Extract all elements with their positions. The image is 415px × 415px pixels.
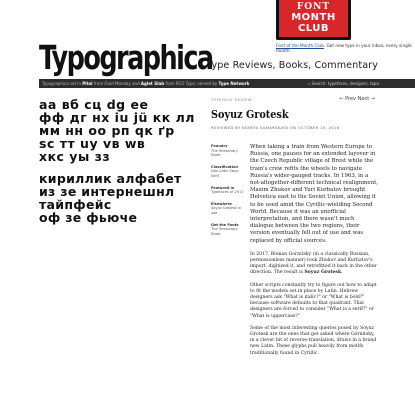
site-tagline: Type Reviews, Books, Commentary xyxy=(207,60,378,71)
meta-value[interactable]: Non-Latin Sans-Serif xyxy=(211,169,240,178)
article-title: Soyuz Grotesk xyxy=(211,108,289,121)
meta-heading: Classification xyxy=(211,164,239,169)
p2-suffix: . xyxy=(341,270,343,276)
meta-value[interactable]: Soyuz Grotesk in use xyxy=(211,206,242,215)
specimen-latin xyxy=(39,98,199,163)
colophon-server[interactable]: Type Network xyxy=(218,81,250,86)
promo-text: Font of the Month Club. Get new type in your inbox, every single month. xyxy=(276,43,412,53)
search-placeholder: Search: typefaces, designer, topic xyxy=(311,81,380,86)
typeface-name: Soyuz Grotesk xyxy=(304,270,342,276)
promo-block xyxy=(262,0,412,53)
specimen-cyrillic xyxy=(39,172,199,224)
specimen-line: sc тт uy vв wв xyxy=(39,136,146,151)
badge-line-1: FONT xyxy=(296,2,331,12)
meta-heading: Featured in xyxy=(211,185,235,190)
p2-prefix: In 2017, Roman Gornitsky (in a classically Russian, permissionless manner) took Zhukov and Kurbatov's import, digitized it, and retrofitted it back in the other direction. The result is xyxy=(250,251,377,276)
colophon-bar xyxy=(39,79,415,88)
body-paragraph: Some of the most interesting queries posed by Soyuz Grotesk are the ones that get asked where Gornitsky, in a clever bit of reverse-translation, draws in a brand new Latin. These glyphs pull heavily from motifs traditionally found in Cyrillic. xyxy=(250,325,377,356)
badge-line-3: CLUB xyxy=(297,23,330,34)
meta-value[interactable]: Typefaces of 2017 xyxy=(211,190,244,195)
specimen-line: оф зе фьюче xyxy=(39,210,138,225)
review-metadata xyxy=(211,144,247,236)
body-paragraph: When taking a train from Western Europe to Russia, one pauses for an extended layover in the Czech Republic village of Brest while the train's crew refits the wheels to navigate Russia's wider-gauged tracks. In 1963, in a not-altogether-different technical realignment, Maxim Zhukov and Yuri Kurbatov brought Helvetica east to the Soviet Union, allowing it to be used amid the Cyrillic-wielding Second World. Because it was an unofficial interpretation, and there wasn't much dialogue between the two regions, their version eventually fell out of use and was replaced by official sources. xyxy=(250,144,378,244)
meta-value[interactable]: The Temporary State xyxy=(211,148,238,158)
meta-heading: Elsewhere xyxy=(211,201,232,206)
body-paragraph xyxy=(250,252,378,277)
colophon-font-1[interactable]: Pitol xyxy=(82,81,93,86)
search-icon: ⌕ xyxy=(308,81,311,86)
meta-heading: Get the Fonts xyxy=(211,222,239,227)
type-specimen-image xyxy=(39,98,199,224)
article-header xyxy=(211,97,415,130)
site-logo[interactable]: Typographica xyxy=(39,38,213,77)
meta-heading: Foundry xyxy=(211,144,228,148)
specimen-line: мм нн оо рп qк ґр xyxy=(39,123,175,138)
specimen-line: фф дг нх iu jü кк лл xyxy=(39,110,195,125)
body-paragraph: Other scripts constantly try to figure out how to adapt to fit the models set in place by Latin. Hebrew designers ask "What is italic?" or "What is bold?" because software defaults to that quadrant. Thai designers are forced to consider "What is a serif?" or "What is uppercase?" xyxy=(250,282,377,319)
specimen-line: аа вб сц dg ее xyxy=(39,97,149,112)
meta-value[interactable]: The Temporary State xyxy=(211,227,238,236)
font-of-the-month-badge[interactable] xyxy=(276,0,351,40)
article-category[interactable]: TYPEFACE REVIEW xyxy=(211,97,252,102)
specimen-line: хкс уы зз xyxy=(39,149,111,164)
promo-link[interactable]: Font of the Month Club xyxy=(276,43,324,48)
badge-line-2: MONTH xyxy=(291,12,336,23)
specimen-line: из зе интернешнл xyxy=(39,184,175,199)
colophon-prefix: Typographica set in xyxy=(42,81,83,86)
colophon-font-2[interactable]: Aglet Slab xyxy=(140,81,165,86)
colophon-mid-2: from RCO Type; served by xyxy=(164,81,219,86)
specimen-line: тайпфейс xyxy=(39,197,112,212)
prev-next-nav[interactable]: ← Prev Next → xyxy=(339,96,375,102)
article-body xyxy=(250,144,378,363)
specimen-line: кириллик алфабет xyxy=(39,171,182,186)
article-byline: REVIEWED BY KSENYA SAMARSKAYA ON OCTOBER 10, 2018 xyxy=(211,125,340,130)
search-field[interactable] xyxy=(308,79,380,88)
colophon-mid-1: from Ould Monday and xyxy=(92,81,141,86)
promo-description: Get new type in your inbox, every single month. xyxy=(276,43,412,53)
